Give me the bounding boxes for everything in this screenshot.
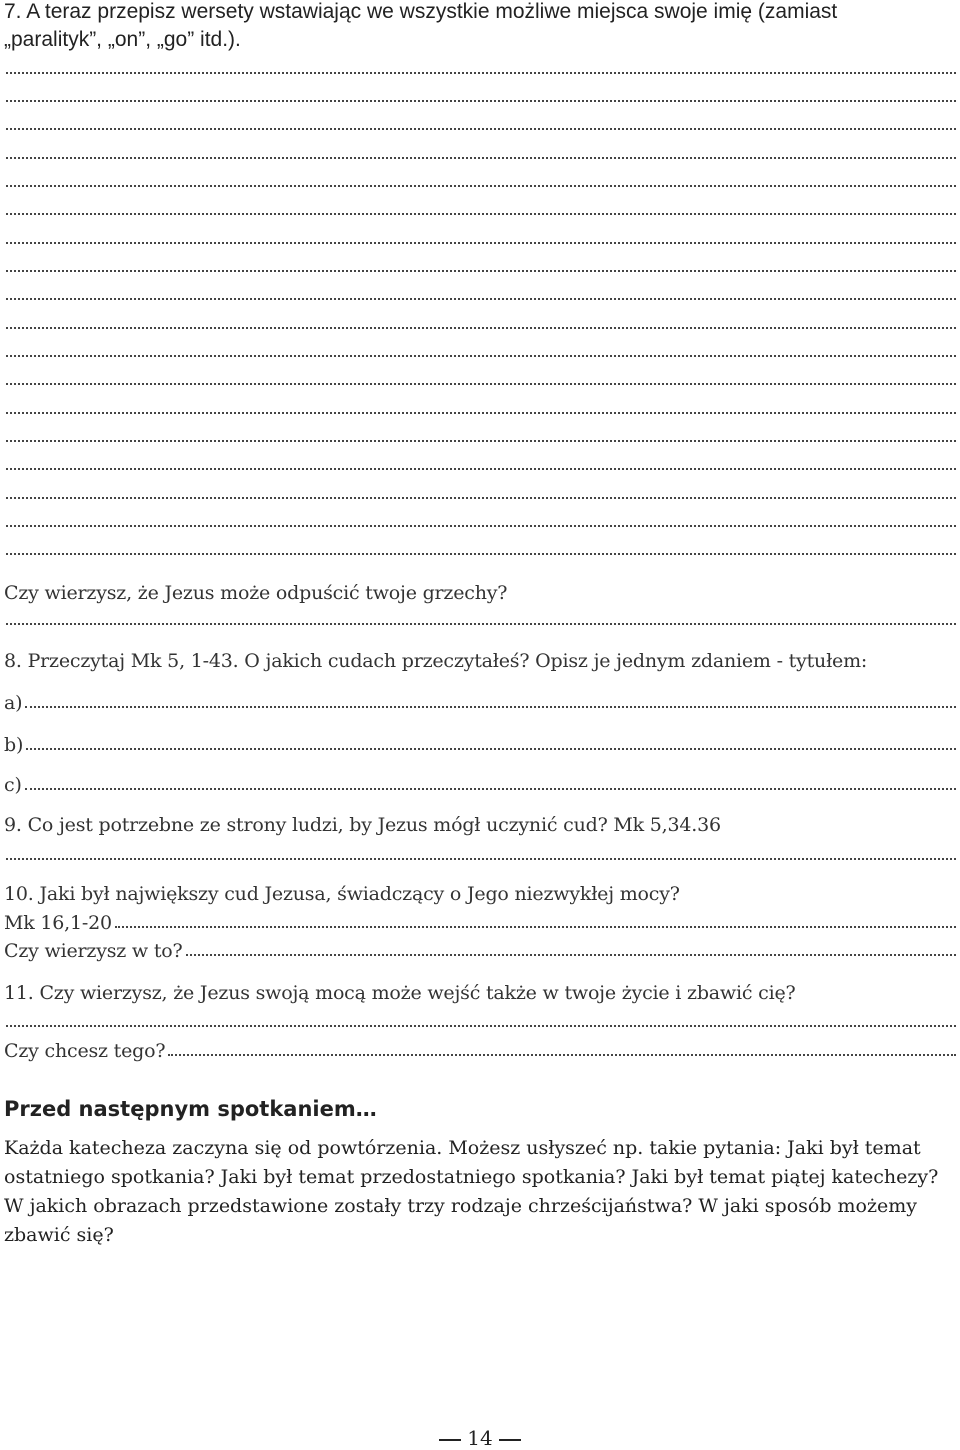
next-meeting-text: Każda katecheza zaczyna się od powtórzenia. Możesz usłyszeć np. takie pytania: Jaki był temat ostatniego spotkania? Jaki był temat przedostatniego spotkania? Jaki był temat piątej katechezy? W jakich obrazach przedstawione zostały trzy rodzaje chrześcijaństwa? W jaki sposób możemy zbawić się?	[4, 1137, 939, 1246]
answer-line[interactable]	[6, 525, 956, 527]
answer-line[interactable]	[6, 128, 956, 130]
task8-option-c[interactable]	[4, 774, 956, 796]
answer-dots[interactable]	[186, 954, 957, 956]
question-forgive-sins: Czy wierzysz, że Jezus może odpuścić twoje grzechy?	[4, 582, 508, 604]
task7-instruction-line1: 7. A teraz przepisz wersety wstawiając we wszystkie możliwe miejsca swoje imię (zamiast	[4, 0, 838, 23]
task8-option-b[interactable]	[4, 734, 956, 756]
answer-line[interactable]	[6, 468, 956, 470]
scripture-reference: Mk 16,1-20	[4, 912, 112, 934]
task10-reference-row[interactable]	[4, 912, 956, 934]
task11-question-row[interactable]	[4, 1040, 956, 1062]
answer-line[interactable]	[6, 623, 956, 625]
answer-line[interactable]	[6, 440, 956, 442]
page-number-footer	[0, 1426, 960, 1450]
belief-question: Czy wierzysz w to?	[4, 940, 183, 962]
task10-question-row[interactable]	[4, 940, 956, 962]
answer-line[interactable]	[6, 270, 956, 272]
desire-question: Czy chcesz tego?	[4, 1040, 166, 1062]
option-label: c)	[4, 774, 22, 796]
answer-line[interactable]	[6, 553, 956, 555]
task8-option-a[interactable]	[4, 692, 956, 714]
task9-prompt: 9. Co jest potrzebne ze strony ludzi, by Jezus mógł uczynić cud? Mk 5,34.36	[4, 814, 721, 836]
answer-dots[interactable]	[25, 706, 956, 708]
answer-line[interactable]	[6, 72, 956, 74]
answer-line[interactable]	[6, 412, 956, 414]
answer-line[interactable]	[6, 100, 956, 102]
answer-dots[interactable]	[26, 748, 956, 750]
page-number: 14	[467, 1426, 493, 1450]
answer-dots[interactable]	[168, 1054, 956, 1056]
answer-dots[interactable]	[115, 926, 956, 928]
answer-line[interactable]	[6, 1025, 956, 1027]
option-label: a)	[4, 692, 23, 714]
answer-line[interactable]	[6, 185, 956, 187]
task11-prompt: 11. Czy wierzysz, że Jezus swoją mocą może wejść także w twoje życie i zbawić cię?	[4, 982, 796, 1004]
task8-prompt: 8. Przeczytaj Mk 5, 1-43. O jakich cudach przeczytałeś? Opisz je jednym zdaniem - tytułem:	[4, 650, 868, 672]
answer-dots[interactable]	[25, 788, 956, 790]
answer-line[interactable]	[6, 858, 956, 860]
answer-line[interactable]	[6, 213, 956, 215]
task10-prompt: 10. Jaki był największy cud Jezusa, świadczący o Jego niezwykłej mocy?	[4, 883, 680, 905]
answer-line[interactable]	[6, 242, 956, 244]
footer-dash-right	[499, 1439, 521, 1441]
task7-instruction-line2: „paralityk”, „on”, „go” itd.).	[4, 28, 241, 51]
answer-line[interactable]	[6, 327, 956, 329]
answer-line[interactable]	[6, 355, 956, 357]
option-label: b)	[4, 734, 24, 756]
answer-line[interactable]	[6, 157, 956, 159]
answer-line[interactable]	[6, 383, 956, 385]
next-meeting-heading: Przed następnym spotkaniem…	[4, 1097, 377, 1121]
answer-line[interactable]	[6, 298, 956, 300]
answer-line[interactable]	[6, 497, 956, 499]
footer-dash-left	[439, 1439, 461, 1441]
